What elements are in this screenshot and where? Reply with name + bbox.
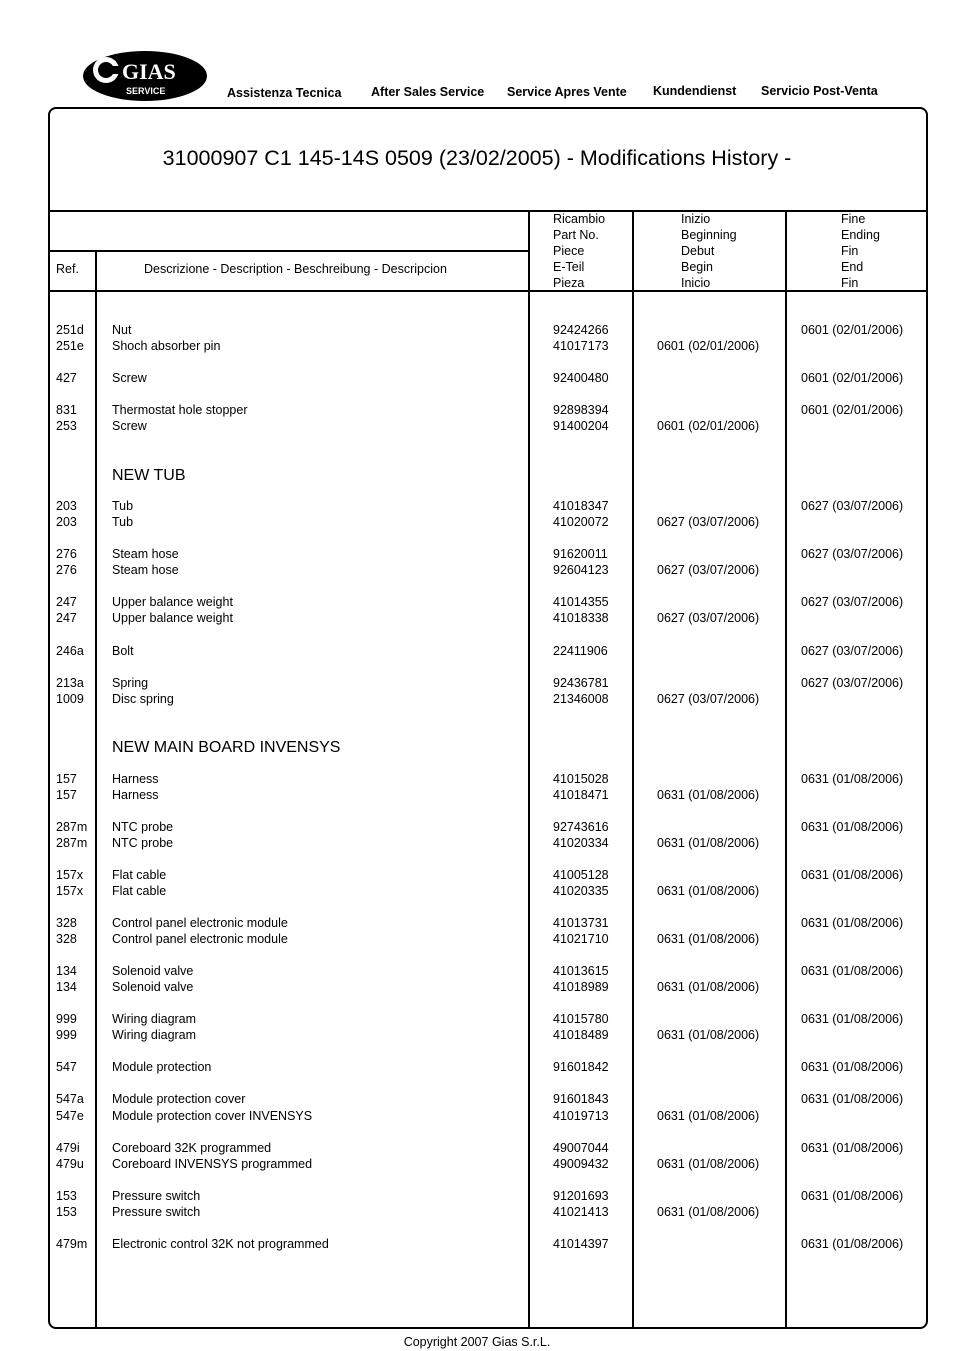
beginning-cell: 0627 (03/07/2006) xyxy=(657,563,760,577)
ending-cell: 0601 (02/01/2006) xyxy=(801,323,904,337)
ref-cell: 134 xyxy=(56,964,77,978)
table-row xyxy=(0,1236,954,1252)
svg-text:SERVICE: SERVICE xyxy=(126,86,166,96)
table-row xyxy=(0,546,954,562)
description-cell: NTC probe xyxy=(112,820,174,834)
ref-cell: 203 xyxy=(56,499,77,513)
ending-cell: 0631 (01/08/2006) xyxy=(801,868,904,882)
table-row xyxy=(0,1027,954,1043)
description-cell: Shoch absorber pin xyxy=(112,339,221,353)
table-row xyxy=(0,963,954,979)
beginning-cell: 0631 (01/08/2006) xyxy=(657,932,760,946)
description-cell: Nut xyxy=(112,323,132,337)
part-number-cell: 41019713 xyxy=(553,1109,609,1123)
part-number-cell: 91201693 xyxy=(553,1189,609,1203)
ref-cell: 287m xyxy=(56,820,88,834)
description-cell: Screw xyxy=(112,419,147,433)
part-number-cell: 41021413 xyxy=(553,1205,609,1219)
ending-cell: 0631 (01/08/2006) xyxy=(801,772,904,786)
beginning-cell: 0601 (02/01/2006) xyxy=(657,339,760,353)
service-label-it: Assistenza Tecnica xyxy=(227,86,342,100)
beginning-cell: 0631 (01/08/2006) xyxy=(657,1109,760,1123)
part-number-cell: 41014355 xyxy=(553,595,609,609)
ending-cell: 0631 (01/08/2006) xyxy=(801,1237,904,1251)
description-cell: Flat cable xyxy=(112,884,167,898)
ref-cell: 547 xyxy=(56,1060,77,1074)
ending-cell: 0627 (03/07/2006) xyxy=(801,499,904,513)
part-number-cell: 91601843 xyxy=(553,1092,609,1106)
description-cell: Disc spring xyxy=(112,692,174,706)
description-cell: Upper balance weight xyxy=(112,595,233,609)
part-number-cell: 22411906 xyxy=(553,644,608,658)
ref-cell: 276 xyxy=(56,547,77,561)
beginning-cell: 0601 (02/01/2006) xyxy=(657,419,760,433)
beginning-cell: 0627 (03/07/2006) xyxy=(657,611,760,625)
part-number-cell: 41015780 xyxy=(553,1012,609,1026)
table-row xyxy=(0,691,954,707)
ref-cell: 287m xyxy=(56,836,88,850)
description-cell: Wiring diagram xyxy=(112,1028,197,1042)
description-cell: Upper balance weight xyxy=(112,611,233,625)
ref-cell: 276 xyxy=(56,563,77,577)
service-label-es: Servicio Post-Venta xyxy=(761,84,878,98)
beginning-cell: 0627 (03/07/2006) xyxy=(657,515,760,529)
description-header: Descrizione - Description - Beschreibung - Descripcion xyxy=(144,262,447,276)
description-cell: Module protection cover INVENSYS xyxy=(112,1109,313,1123)
table-row xyxy=(0,1204,954,1220)
part-number-cell: 41018347 xyxy=(553,499,609,513)
ref-cell: 247 xyxy=(56,611,77,625)
ref-cell: 203 xyxy=(56,515,77,529)
description-cell: Coreboard INVENSYS programmed xyxy=(112,1157,313,1171)
part-number-cell: 49009432 xyxy=(553,1157,609,1171)
ending-cell: 0631 (01/08/2006) xyxy=(801,916,904,930)
table-row xyxy=(0,562,954,578)
table-row xyxy=(0,915,954,931)
table-row xyxy=(0,787,954,803)
ending-cell: 0627 (03/07/2006) xyxy=(801,595,904,609)
table-row xyxy=(0,370,954,386)
table-row xyxy=(0,1108,954,1124)
table-row xyxy=(0,514,954,530)
beginning-header: Inizio Beginning Debut Begin Inicio xyxy=(681,212,737,290)
ending-cell: 0631 (01/08/2006) xyxy=(801,1092,904,1106)
description-cell: Steam hose xyxy=(112,547,179,561)
part-number-cell: 92400480 xyxy=(553,371,609,385)
part-number-cell: 41014397 xyxy=(553,1237,609,1251)
description-cell: Steam hose xyxy=(112,563,179,577)
ref-cell: 831 xyxy=(56,403,77,417)
table-row xyxy=(0,1140,954,1156)
description-cell: Coreboard 32K programmed xyxy=(112,1141,272,1155)
table-row xyxy=(0,771,954,787)
part-number-cell: 41020072 xyxy=(553,515,609,529)
ref-cell: 246a xyxy=(56,644,84,658)
ref-cell: 999 xyxy=(56,1012,77,1026)
table-row xyxy=(0,594,954,610)
part-number-cell: 91601842 xyxy=(553,1060,609,1074)
ref-cell: 427 xyxy=(56,371,77,385)
description-cell: Control panel electronic module xyxy=(112,932,288,946)
ref-cell: 253 xyxy=(56,419,77,433)
beginning-cell: 0631 (01/08/2006) xyxy=(657,980,760,994)
part-number-cell: 41013731 xyxy=(553,916,609,930)
ref-cell: 157 xyxy=(56,788,77,802)
description-cell: Module protection cover xyxy=(112,1092,246,1106)
ending-cell: 0631 (01/08/2006) xyxy=(801,1012,904,1026)
ref-header: Ref. xyxy=(56,262,79,276)
ref-cell: 547e xyxy=(56,1109,84,1123)
part-number-cell: 92424266 xyxy=(553,323,609,337)
ref-cell: 157 xyxy=(56,772,77,786)
beginning-cell: 0631 (01/08/2006) xyxy=(657,1157,760,1171)
beginning-cell: 0627 (03/07/2006) xyxy=(657,692,760,706)
table-row xyxy=(0,931,954,947)
description-cell: NTC probe xyxy=(112,836,174,850)
part-number-cell: 92436781 xyxy=(553,676,609,690)
title-divider xyxy=(48,210,928,212)
ref-cell: 479i xyxy=(56,1141,80,1155)
part-number-cell: 41018338 xyxy=(553,611,609,625)
table-row xyxy=(0,1091,954,1107)
description-cell: Flat cable xyxy=(112,868,167,882)
beginning-cell: 0631 (01/08/2006) xyxy=(657,836,760,850)
part-number-cell: 41005128 xyxy=(553,868,609,882)
ref-cell: 479m xyxy=(56,1237,88,1251)
ref-cell: 157x xyxy=(56,884,84,898)
description-cell: Thermostat hole stopper xyxy=(112,403,248,417)
ending-cell: 0627 (03/07/2006) xyxy=(801,644,904,658)
beginning-cell: 0631 (01/08/2006) xyxy=(657,1205,760,1219)
ref-cell: 999 xyxy=(56,1028,77,1042)
part-number-cell: 41020335 xyxy=(553,884,609,898)
ending-cell: 0631 (01/08/2006) xyxy=(801,964,904,978)
ending-cell: 0627 (03/07/2006) xyxy=(801,676,904,690)
table-row xyxy=(0,819,954,835)
ref-cell: 479u xyxy=(56,1157,84,1171)
description-cell: Tub xyxy=(112,499,134,513)
beginning-cell: 0631 (01/08/2006) xyxy=(657,884,760,898)
header-bottom-divider xyxy=(48,290,928,292)
ending-cell: 0631 (01/08/2006) xyxy=(801,1189,904,1203)
table-row xyxy=(0,402,954,418)
part-number-cell: 41015028 xyxy=(553,772,609,786)
part-number-cell: 41021710 xyxy=(553,932,609,946)
ending-header: Fine Ending Fin End Fin xyxy=(841,212,880,290)
description-cell: Harness xyxy=(112,772,159,786)
ending-cell: 0627 (03/07/2006) xyxy=(801,547,904,561)
table-row xyxy=(0,675,954,691)
description-cell: Wiring diagram xyxy=(112,1012,197,1026)
part-number-cell: 41018489 xyxy=(553,1028,609,1042)
description-cell: Screw xyxy=(112,371,147,385)
description-cell: Pressure switch xyxy=(112,1189,201,1203)
description-cell: Bolt xyxy=(112,644,134,658)
table-row xyxy=(0,322,954,338)
description-cell: Tub xyxy=(112,515,134,529)
svg-text:GIAS: GIAS xyxy=(122,59,176,84)
copyright-footer: Copyright 2007 Gias S.r.L. xyxy=(403,1335,551,1349)
ref-cell: 153 xyxy=(56,1189,77,1203)
beginning-cell: 0631 (01/08/2006) xyxy=(657,788,760,802)
ref-cell: 213a xyxy=(56,676,84,690)
table-row xyxy=(0,610,954,626)
ref-cell: 328 xyxy=(56,916,77,930)
section-heading-new-tub: NEW TUB xyxy=(112,467,186,484)
description-cell: Pressure switch xyxy=(112,1205,201,1219)
header-divider xyxy=(48,250,529,252)
table-row xyxy=(0,338,954,354)
description-cell: Solenoid valve xyxy=(112,980,194,994)
table-row xyxy=(0,643,954,659)
ending-cell: 0631 (01/08/2006) xyxy=(801,820,904,834)
part-number-cell: 92743616 xyxy=(553,820,609,834)
description-cell: Module protection xyxy=(112,1060,212,1074)
table-row xyxy=(0,1188,954,1204)
gias-service-logo xyxy=(82,50,208,102)
part-number-cell: 41017173 xyxy=(553,339,609,353)
table-row xyxy=(0,835,954,851)
part-number-cell: 21346008 xyxy=(553,692,609,706)
ref-cell: 153 xyxy=(56,1205,77,1219)
ref-cell: 157x xyxy=(56,868,84,882)
page-title: 31000907 C1 145-14S 0509 (23/02/2005) - Modifications History - xyxy=(162,146,792,170)
ending-cell: 0631 (01/08/2006) xyxy=(801,1060,904,1074)
beginning-cell: 0631 (01/08/2006) xyxy=(657,1028,760,1042)
service-label-fr: Service Apres Vente xyxy=(507,85,627,99)
table-row xyxy=(0,867,954,883)
service-label-en: After Sales Service xyxy=(371,85,485,99)
description-cell: Electronic control 32K not programmed xyxy=(112,1237,329,1251)
part-number-cell: 91400204 xyxy=(553,419,609,433)
table-row xyxy=(0,883,954,899)
ref-cell: 251d xyxy=(56,323,84,337)
table-row xyxy=(0,979,954,995)
table-row xyxy=(0,418,954,434)
description-cell: Solenoid valve xyxy=(112,964,194,978)
part-number-cell: 41018471 xyxy=(553,788,609,802)
description-cell: Harness xyxy=(112,788,159,802)
ending-cell: 0601 (02/01/2006) xyxy=(801,371,904,385)
ref-cell: 328 xyxy=(56,932,77,946)
description-cell: Control panel electronic module xyxy=(112,916,288,930)
part-number-cell: 92898394 xyxy=(553,403,609,417)
part-number-cell: 41018989 xyxy=(553,980,609,994)
ref-cell: 1009 xyxy=(56,692,84,706)
table-row xyxy=(0,498,954,514)
ending-cell: 0631 (01/08/2006) xyxy=(801,1141,904,1155)
description-cell: Spring xyxy=(112,676,149,690)
ending-cell: 0601 (02/01/2006) xyxy=(801,403,904,417)
table-row xyxy=(0,1011,954,1027)
part-number-cell: 41013615 xyxy=(553,964,609,978)
part-number-cell: 49007044 xyxy=(553,1141,609,1155)
ref-cell: 134 xyxy=(56,980,77,994)
section-heading-new-main-board: NEW MAIN BOARD INVENSYS xyxy=(112,739,341,756)
part-number-cell: 92604123 xyxy=(553,563,609,577)
service-label-de: Kundendienst xyxy=(653,84,737,98)
ref-cell: 247 xyxy=(56,595,77,609)
ref-cell: 251e xyxy=(56,339,84,353)
ref-cell: 547a xyxy=(56,1092,84,1106)
part-header: Ricambio Part No. Piece E-Teil Pieza xyxy=(553,212,606,290)
part-number-cell: 41020334 xyxy=(553,836,609,850)
table-row xyxy=(0,1156,954,1172)
part-number-cell: 91620011 xyxy=(553,547,608,561)
table-row xyxy=(0,1059,954,1075)
